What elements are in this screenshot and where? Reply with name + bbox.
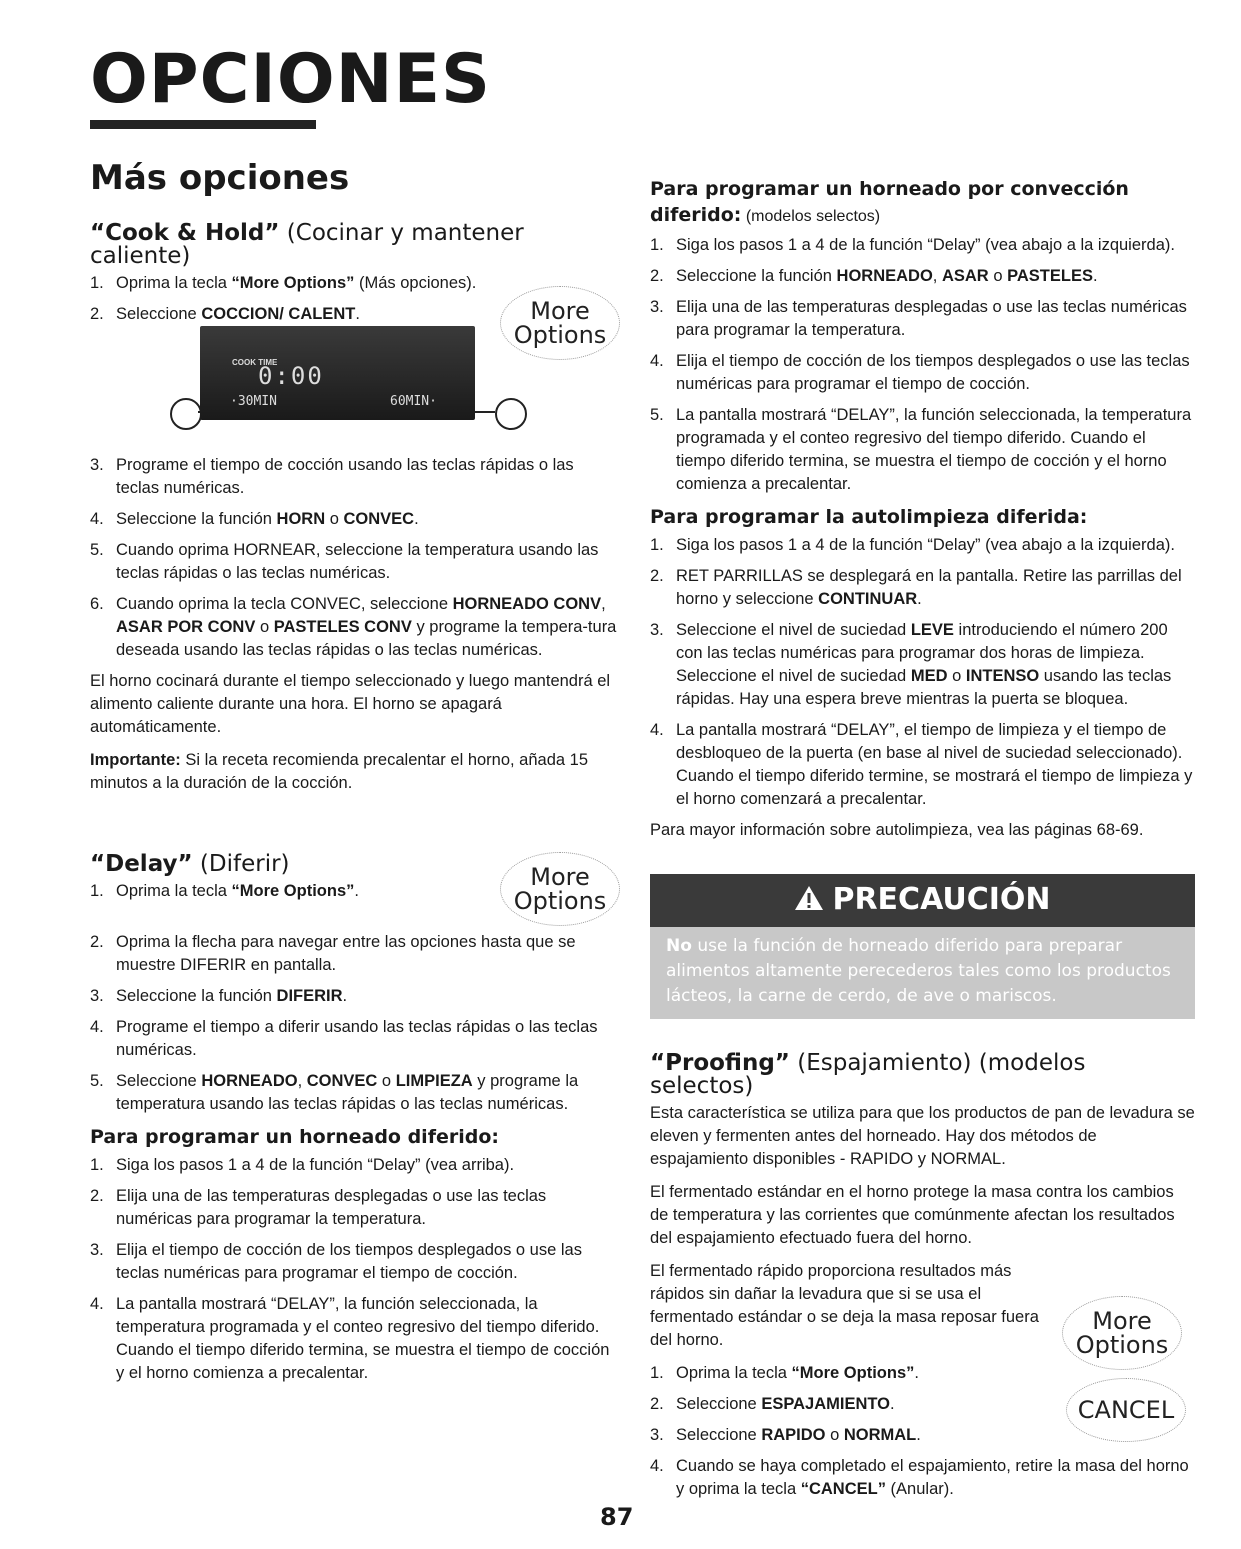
more-options-key[interactable]: More Options bbox=[500, 852, 620, 926]
proofing-paragraph: El fermentado rápido proporciona resultados más rápidos sin dañar la levadura que si se usa el fermentado estándar o se deja la masa reposar fuera del horno. bbox=[650, 1262, 1039, 1349]
list-item: 4. La pantalla mostrará “DELAY”, la función seleccionada, la temperatura programada y el conteo regresivo del tiempo diferido. Cuando el tiempo diferido termina, se muestra el tiempo de cocción y el horno comienza a precalentar. bbox=[90, 1295, 610, 1382]
list-item: 4. Cuando se haya completado el espajamiento, retire la masa del horno y oprima la tecla “CANCEL” (Anular). bbox=[650, 1457, 1189, 1498]
list-item: 2. Oprima la flecha para navegar entre las opciones hasta que se muestre DIFERIR en pantalla. bbox=[90, 933, 576, 974]
caution-text: No use la función de horneado diferido para preparar alimentos altamente perecederos tales como los productos lácteos, la carne de cerdo, de ave o mariscos. bbox=[666, 936, 1171, 1006]
conv-delay-section bbox=[650, 176, 1195, 852]
display-time: 0:00 bbox=[258, 362, 324, 390]
list-item: 3. Elija el tiempo de cocción de los tiempos desplegados o use las teclas numéricas para programar el tiempo de cocción. bbox=[90, 1241, 582, 1282]
list-item: 2. Elija una de las temperaturas desplegadas o use las teclas numéricas para programar la temperatura. bbox=[90, 1187, 547, 1228]
conv-delay-heading: Para programar un horneado por convección diferido: (modelos selectos) bbox=[650, 178, 1129, 226]
more-info: Para mayor información sobre autolimpieza, vea las páginas 68-69. bbox=[650, 821, 1144, 839]
warning-icon bbox=[794, 885, 824, 911]
delay-steps bbox=[90, 927, 620, 1393]
list-item: 4. Seleccione la función HORN o CONVEC. bbox=[90, 510, 419, 528]
important-note: Importante: Si la receta recomienda precalentar el horno, añada 15 minutos a la duración de la cocción. bbox=[90, 751, 589, 792]
section-title: Más opciones bbox=[90, 158, 350, 198]
knob-connector bbox=[475, 411, 495, 413]
left-knob-icon bbox=[170, 398, 202, 430]
page-number: 87 bbox=[600, 1503, 634, 1531]
title-underline bbox=[90, 120, 316, 129]
proofing-paragraph: El fermentado estándar en el horno protege la masa contra los cambios de temperatura y las corrientes que comúnmente afectan los resultados del espajamiento efectuado fuera del horno. bbox=[650, 1183, 1175, 1247]
list-item: 2. Seleccione ESPAJAMIENTO. bbox=[650, 1395, 895, 1413]
list-item: 4. Programe el tiempo a diferir usando las teclas rápidas o las teclas numéricas. bbox=[90, 1018, 598, 1059]
list-item: 6. Cuando oprima la tecla CONVEC, seleccione HORNEADO CONV, ASAR POR CONV o PASTELES CONV y programe la tempera-tura deseada usando las teclas rápidas o las teclas numéricas. bbox=[90, 595, 617, 659]
cook-hold-steps bbox=[90, 450, 620, 805]
list-item: 4. La pantalla mostrará “DELAY”, el tiempo de limpieza y el tiempo de desbloqueo de la puerta (en base al nivel de suciedad seleccionado). Cuando el tiempo diferido termine, se mostrará el tiempo de limpieza y el horno comenzará a precalentar. bbox=[650, 721, 1193, 808]
list-item: 1. Oprima la tecla “More Options” (Más opciones). bbox=[90, 274, 477, 292]
list-item: 2. RET PARRILLAS se desplegará en la pantalla. Retire las parrillas del horno y seleccione CONTINUAR. bbox=[650, 567, 1182, 608]
list-item: 1. Siga los pasos 1 a 4 de la función “Delay” (vea arriba). bbox=[90, 1156, 515, 1174]
caution-box bbox=[650, 874, 1195, 1019]
more-options-key[interactable]: More Options bbox=[500, 286, 620, 360]
self-clean-heading: Para programar la autolimpieza diferida: bbox=[650, 506, 1088, 528]
delayed-bake-heading: Para programar un horneado diferido: bbox=[90, 1126, 499, 1148]
proofing-paragraph: Esta característica se utiliza para que los productos de pan de levadura se eleven y fermenten antes del horneado. Hay dos métodos de espajamiento disponibles - RAPIDO y NORMAL. bbox=[650, 1104, 1195, 1168]
cook-hold-paragraph: El horno cocinará durante el tiempo seleccionado y luego mantendrá el alimento caliente durante una hora. El horno se apagará automáticamente. bbox=[90, 672, 611, 736]
list-item: 3. Seleccione la función DIFERIR. bbox=[90, 987, 348, 1005]
delay-heading: “Delay” (Diferir) bbox=[90, 851, 290, 877]
page-title: OPCIONES bbox=[90, 40, 491, 119]
list-item: 1. Oprima la tecla “More Options”. bbox=[650, 1364, 919, 1382]
proofing-heading: “Proofing” (Espajamiento) (modelos selectos) bbox=[650, 1050, 1086, 1099]
list-item: 3. Seleccione el nivel de suciedad LEVE introduciendo el número 200 con las teclas numéricas para programar dos horas de limpieza. Seleccione el nivel de suciedad MED o INTENSO usando las teclas rápidas. Hay una espera breve mientras la puerta se bloquea. bbox=[650, 621, 1172, 708]
list-item: 3. Programe el tiempo de cocción usando las teclas rápidas o las teclas numéricas. bbox=[90, 456, 574, 497]
right-knob-icon bbox=[495, 398, 527, 430]
cancel-key[interactable]: CANCEL bbox=[1066, 1378, 1186, 1442]
oven-display bbox=[200, 326, 475, 420]
list-item: 1. Oprima la tecla “More Options”. bbox=[90, 882, 359, 900]
list-item: 5. La pantalla mostrará “DELAY”, la función seleccionada, la temperatura programada y el conteo regresivo del tiempo diferido. Cuando el tiempo diferido termina, se muestra el tiempo de cocción y el horno comienza a precalentar. bbox=[650, 406, 1192, 493]
delay-section bbox=[90, 853, 490, 911]
list-item: 2. Seleccione la función HORNEADO, ASAR o PASTELES. bbox=[650, 267, 1098, 285]
more-options-key[interactable]: More Options bbox=[1062, 1296, 1182, 1370]
list-item: 3. Seleccione RAPIDO o NORMAL. bbox=[650, 1426, 921, 1444]
list-item: 5. Cuando oprima HORNEAR, seleccione la temperatura usando las teclas rápidas o las teclas numéricas. bbox=[90, 541, 599, 582]
list-item: 1. Siga los pasos 1 a 4 de la función “Delay” (vea abajo a la izquierda). bbox=[650, 536, 1175, 554]
cook-hold-heading: “Cook & Hold” (Cocinar y mantener caliente) bbox=[90, 220, 524, 269]
display-left-option: ·30MIN bbox=[230, 394, 277, 409]
list-item: 5. Seleccione HORNEADO, CONVEC o LIMPIEZA y programe la temperatura usando las teclas rápidas o las teclas numéricas. bbox=[90, 1072, 579, 1113]
display-right-option: 60MIN· bbox=[390, 394, 437, 409]
caution-title: PRECAUCIÓN bbox=[650, 882, 1195, 917]
list-item: 2. Seleccione COCCION/ CALENT. bbox=[90, 305, 360, 323]
list-item: 1. Siga los pasos 1 a 4 de la función “Delay” (vea abajo a la izquierda). bbox=[650, 236, 1175, 254]
display-label: COOK TIME bbox=[232, 358, 278, 367]
list-item: 3. Elija una de las temperaturas desplegadas o use las teclas numéricas para programar la temperatura. bbox=[650, 298, 1187, 339]
list-item: 4. Elija el tiempo de cocción de los tiempos desplegados o use las teclas numéricas para programar el tiempo de cocción. bbox=[650, 352, 1190, 393]
